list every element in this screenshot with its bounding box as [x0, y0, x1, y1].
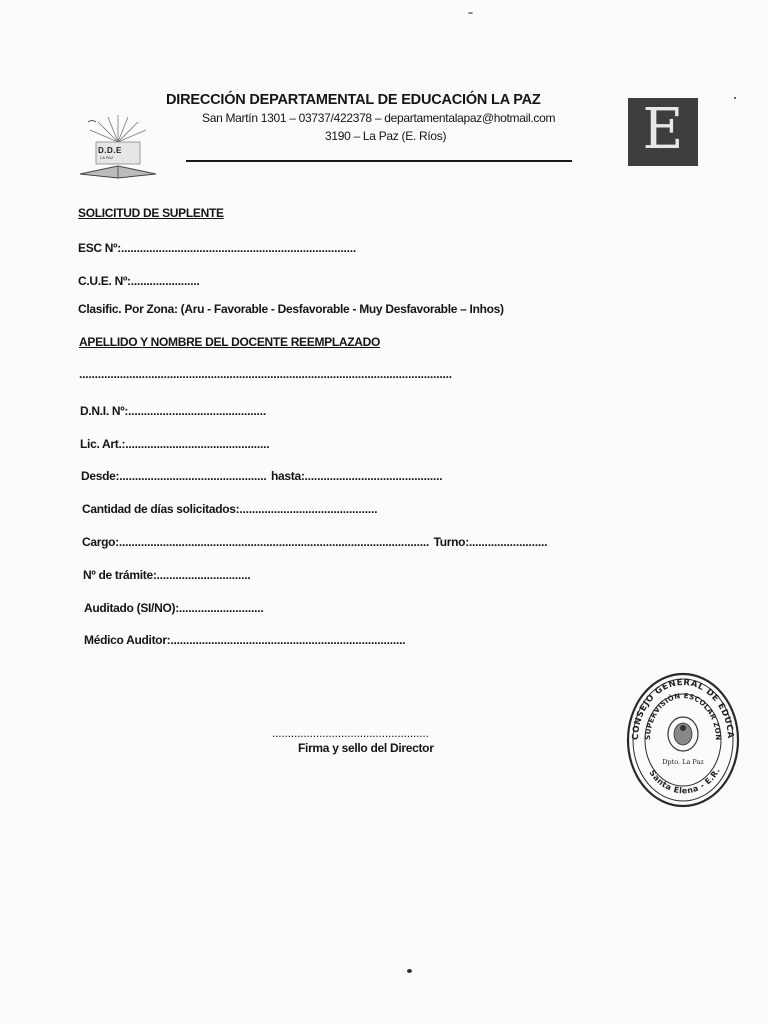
auditado-field — [84, 599, 264, 617]
scan-speck — [407, 969, 412, 973]
cantidad-label: Cantidad de días solicitados: — [82, 502, 240, 516]
signature-blank[interactable]: .................................................. — [272, 726, 429, 740]
tramite-field — [83, 566, 251, 584]
logo-left-text: D.D.E — [98, 146, 122, 155]
hasta-label: hasta: — [270, 469, 305, 483]
cantidad-blank[interactable]: ............................................ — [239, 502, 378, 516]
cantidad-field — [82, 500, 377, 518]
desde-blank[interactable]: ............................................... — [119, 469, 267, 483]
cargo-blank[interactable]: ................................................................................................... — [118, 535, 430, 549]
cargo-turno-field — [82, 533, 547, 551]
lic-field — [80, 435, 269, 453]
medico-blank[interactable]: ........................................................................... — [170, 633, 406, 647]
turno-label: Turno: — [433, 535, 469, 549]
header-divider — [186, 160, 572, 162]
scan-speck — [734, 97, 736, 99]
dni-blank[interactable]: ............................................ — [128, 404, 266, 418]
stamp-bottom-text: Santa Elena - E.R. — [647, 766, 722, 796]
cue-field — [78, 272, 200, 290]
stamp-center-text: Dpto. La Paz — [662, 758, 704, 766]
cargo-label: Cargo: — [82, 535, 119, 549]
e-logo-letter: E — [642, 97, 684, 162]
dni-field — [80, 402, 266, 420]
tramite-blank[interactable]: .............................. — [156, 568, 251, 582]
desde-label: Desde: — [81, 469, 120, 483]
scan-speck — [468, 12, 473, 14]
cue-blank[interactable]: ...................... — [130, 274, 200, 288]
zona-classification: Clasific. Por Zona: (Aru - Favorable - Desfavorable - Muy Desfavorable – Inhos) — [78, 302, 504, 316]
esc-field — [78, 239, 356, 257]
official-stamp — [624, 670, 742, 810]
section-docente-title: APELLIDO Y NOMBRE DEL DOCENTE REEMPLAZADO — [79, 335, 381, 349]
desde-hasta-field — [81, 467, 442, 485]
esc-label: ESC Nº: — [78, 241, 121, 255]
tramite-label: Nº de trámite: — [83, 568, 157, 582]
medico-field — [84, 631, 405, 649]
lic-label: Lic. Art.: — [80, 437, 126, 451]
signature-label: Firma y sello del Director — [298, 741, 434, 755]
logo-left-sub: LA PAZ — [100, 155, 114, 160]
medico-label: Médico Auditor: — [84, 633, 171, 647]
auditado-blank[interactable]: ........................... — [178, 601, 264, 615]
auditado-label: Auditado (SI/NO): — [84, 601, 179, 615]
hasta-blank[interactable]: ............................................ — [304, 469, 443, 483]
e-logo — [628, 98, 698, 166]
header-address: San Martín 1301 – 03737/422378 – departamentalapaz@hotmail.com — [202, 111, 556, 125]
nombre-blank[interactable]: ....................................................................................................................... — [79, 367, 452, 381]
section-solicitud-title: SOLICITUD DE SUPLENTE — [78, 206, 224, 220]
lic-blank[interactable]: .............................................. — [125, 437, 270, 451]
dni-label: D.N.I. Nº: — [80, 404, 129, 418]
esc-blank[interactable]: ........................................................................... — [120, 241, 357, 255]
dde-logo — [78, 112, 158, 182]
stamp-inner-text: SUPERVISIÓN ESCOLAR ZON — [643, 691, 723, 741]
header-title: DIRECCIÓN DEPARTAMENTAL DE EDUCACIÓN LA PAZ — [166, 92, 541, 108]
header-city: 3190 – La Paz (E. Ríos) — [325, 129, 447, 143]
turno-blank[interactable]: ......................... — [468, 535, 548, 549]
cue-label: C.U.E. Nº: — [78, 274, 131, 288]
stamp-outer-text: CONSEJO GENERAL DE EDUCA — [630, 677, 736, 741]
